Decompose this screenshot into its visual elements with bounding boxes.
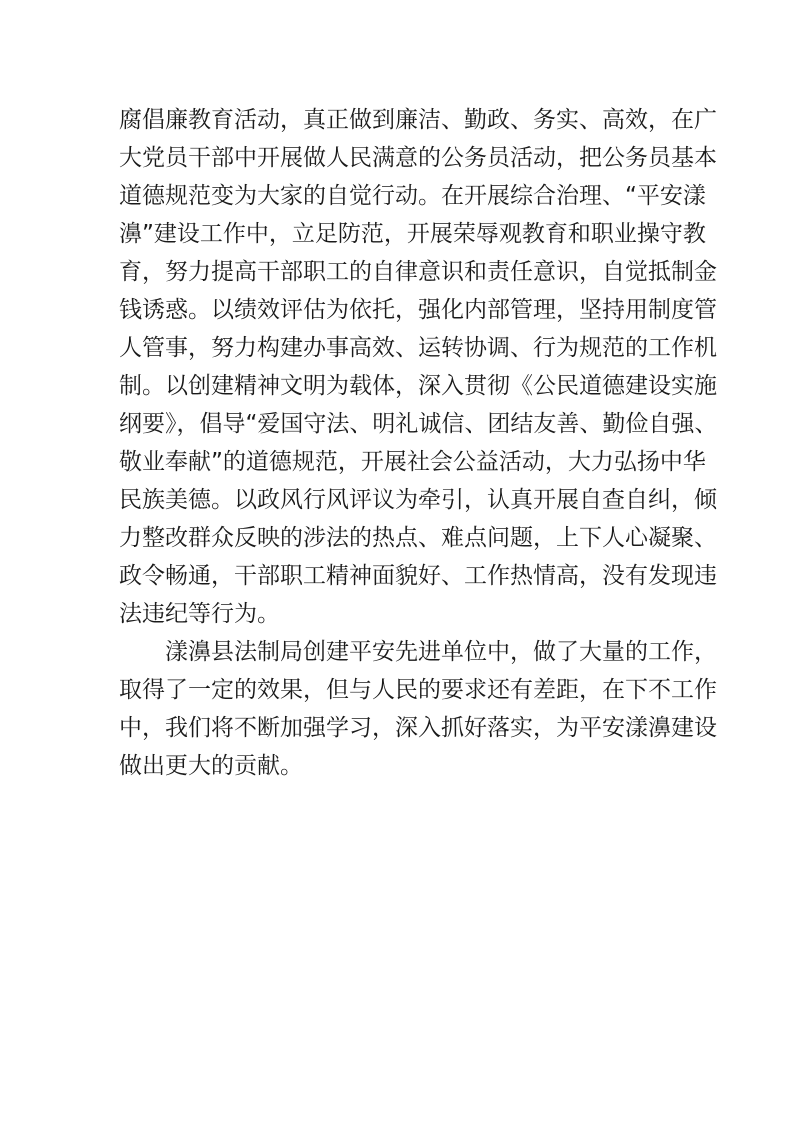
paragraph-line: 育，努力提高干部职工的自律意识和责任意识，自觉抵制金 (119, 259, 717, 285)
paragraph-line: 大党员干部中开展做人民满意的公务员活动，把公务员基本 (119, 145, 717, 171)
paragraph-line: 纲要》，倡导“爱国守法、明礼诚信、团结友善、勤俭自强、 (119, 411, 718, 437)
paragraph-line: 钱诱惑。以绩效评估为依托，强化内部管理，坚持用制度管 (119, 297, 717, 323)
paragraph-line: 敬业奉献”的道德规范，开展社会公益活动，大力弘扬中华 (119, 449, 706, 475)
paragraph-line: 中，我们将不断加强学习，深入抓好落实，为平安漾濞建设 (119, 715, 717, 741)
paragraph-line: 濞”建设工作中，立足防范，开展荣辱观教育和职业操守教 (119, 221, 706, 247)
paragraph-line: 人管事，努力构建办事高效、运转协调、行为规范的工作机 (119, 335, 717, 361)
paragraph-line: 漾濞县法制局创建平安先进单位中，做了大量的工作， (165, 639, 717, 665)
paragraph-line: 道德规范变为大家的自觉行动。在开展综合治理、“平安漾 (119, 183, 706, 209)
paragraph-line: 力整改群众反映的涉法的热点、难点问题，上下人心凝聚、 (119, 525, 717, 551)
paragraph-line: 政令畅通，干部职工精神面貌好、工作热情高，没有发现违 (119, 563, 717, 589)
paragraph-line: 法违纪等行为。 (119, 601, 280, 627)
paragraph-line: 取得了一定的效果，但与人民的要求还有差距，在下不工作 (119, 677, 717, 703)
paragraph-line: 腐倡廉教育活动，真正做到廉洁、勤政、务实、高效，在广 (119, 107, 717, 133)
paragraph-line: 制。以创建精神文明为载体，深入贯彻《公民道德建设实施 (119, 373, 717, 399)
paragraph-line: 民族美德。以政风行风评议为牵引，认真开展自查自纠，倾 (119, 487, 717, 513)
paragraph-line: 做出更大的贡献。 (119, 753, 303, 779)
